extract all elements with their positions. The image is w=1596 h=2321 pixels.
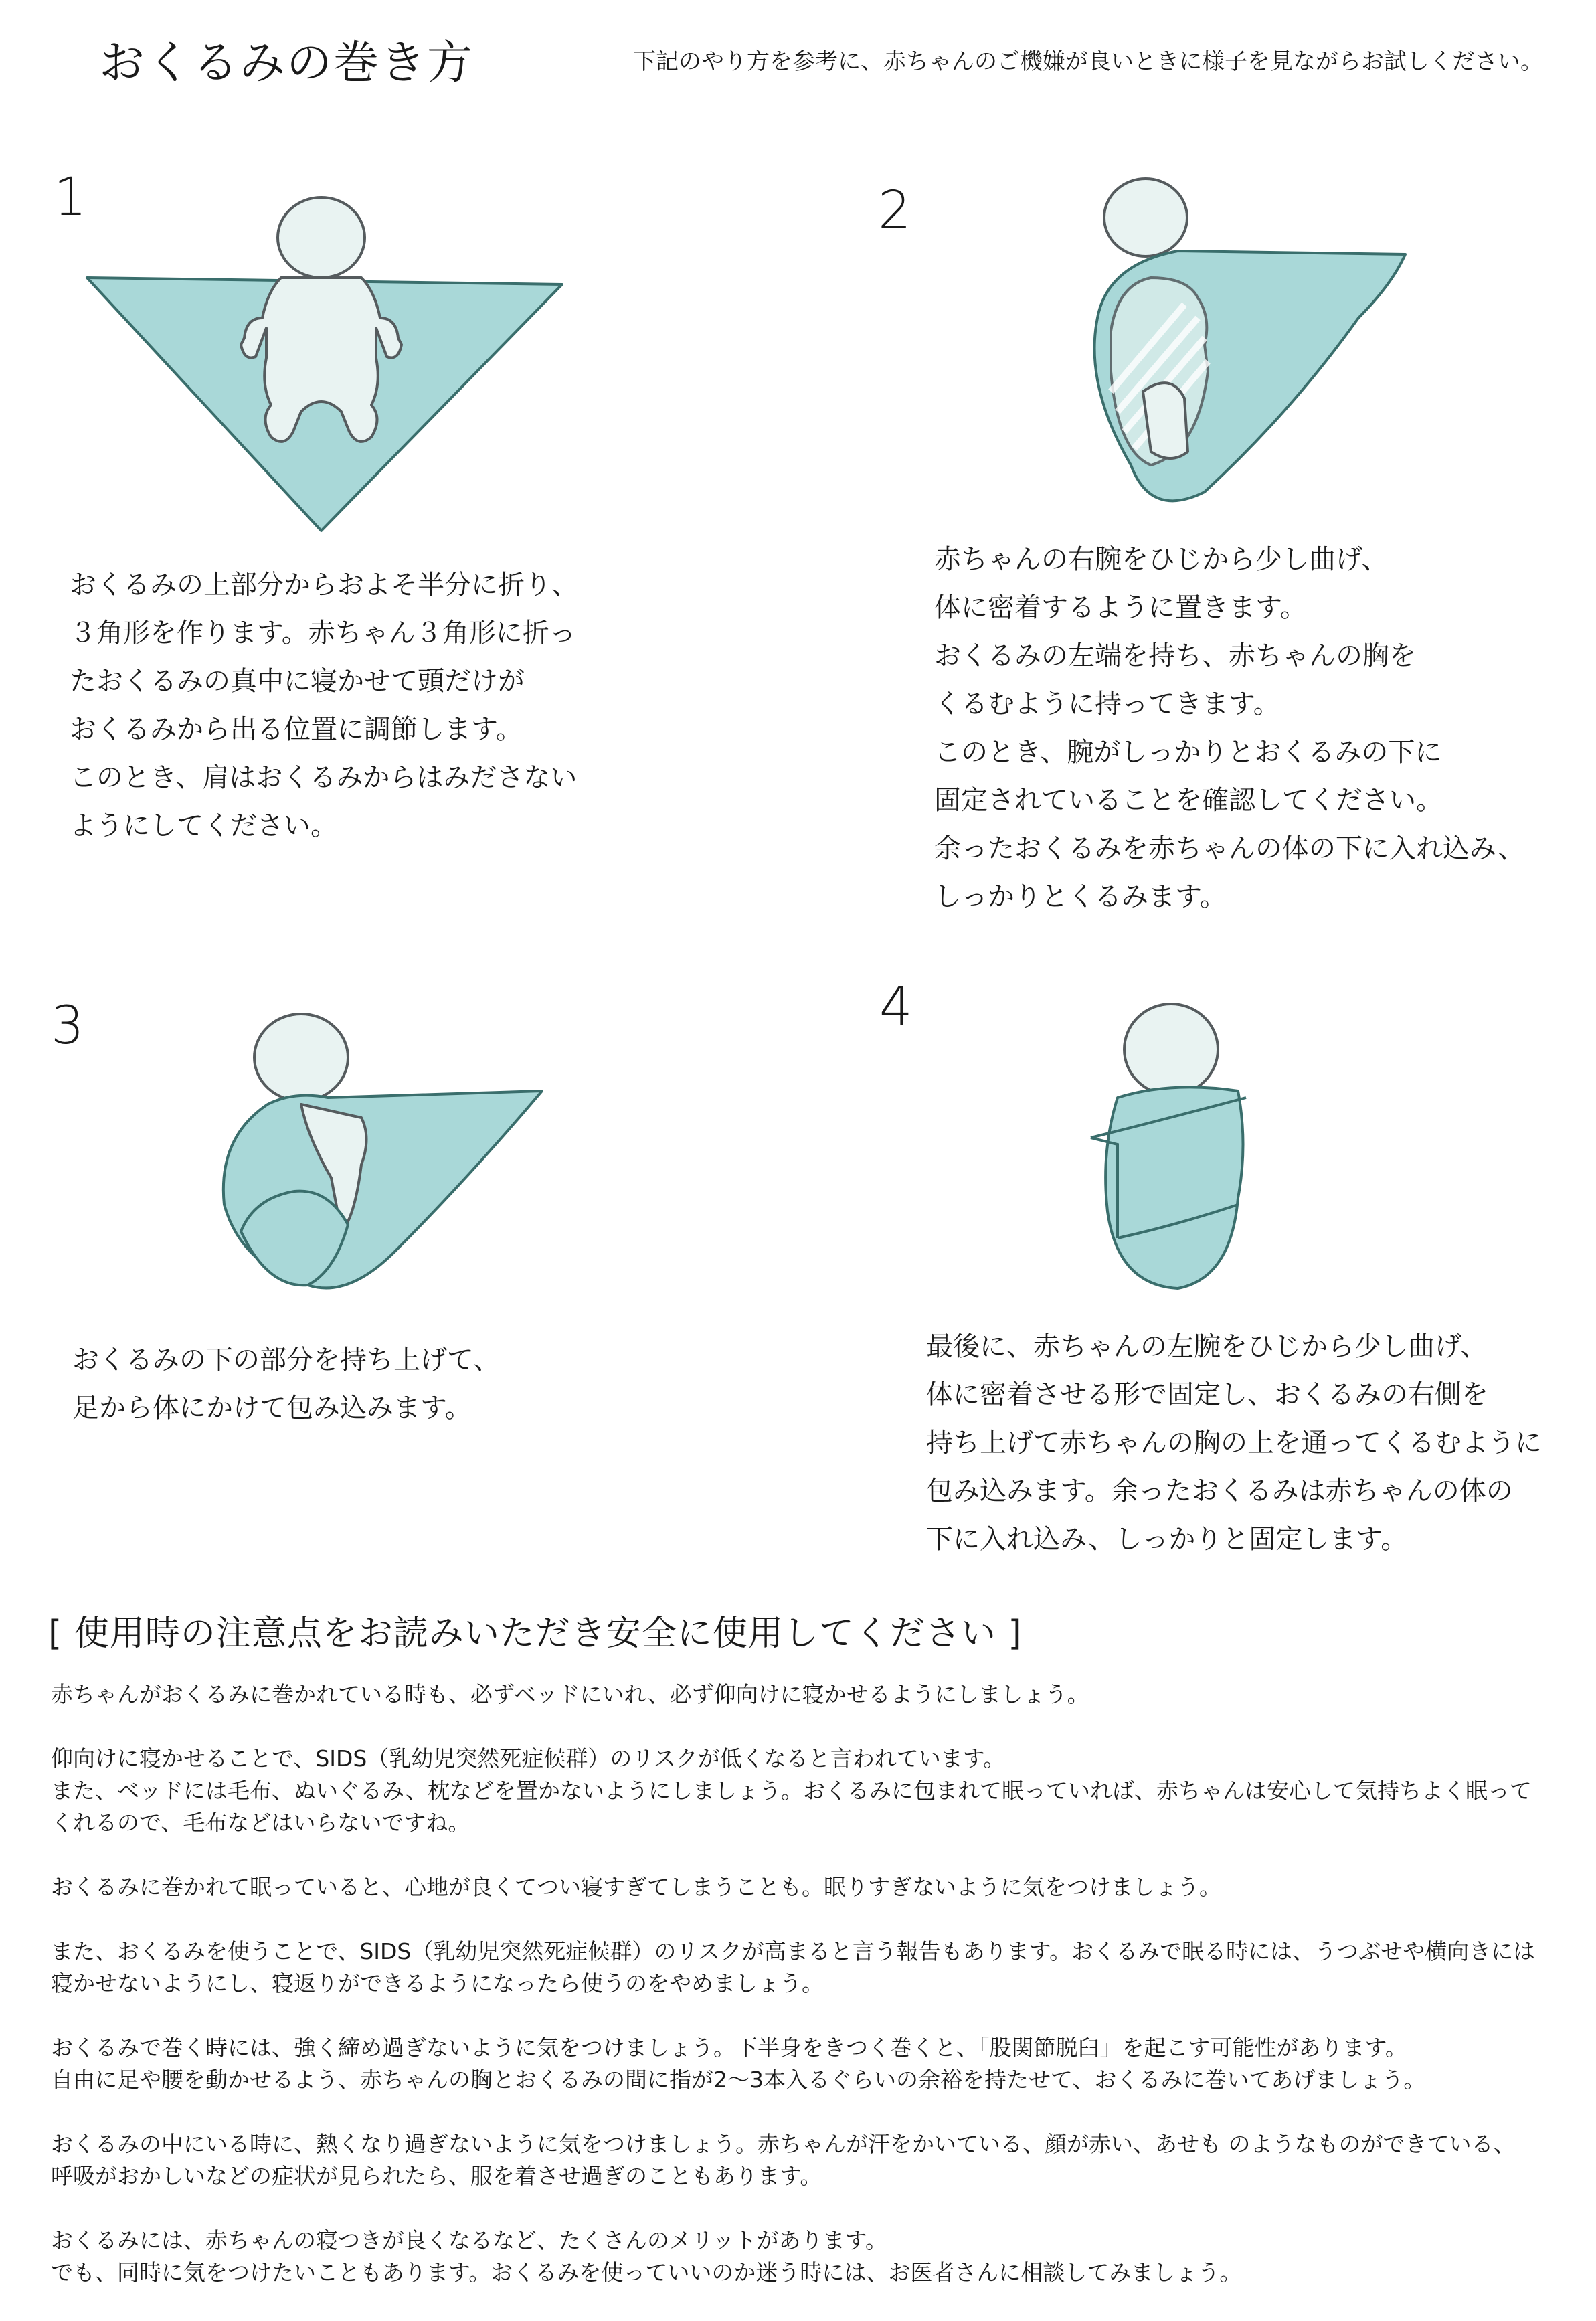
baby-head xyxy=(1124,1004,1218,1095)
notes-body xyxy=(51,1679,1583,2321)
step-3-number: 3 xyxy=(51,996,84,1056)
notes-paragraph: おくるみに巻かれて眠っていると、心地が良くてつい寝すぎてしまうことも。眠りすぎないように気をつけましょう。 xyxy=(51,1874,1221,1900)
baby-head xyxy=(1104,179,1187,256)
notes-heading: [ 使用時の注意点をお読みいただき安全に使用してください ] xyxy=(48,1614,1023,1654)
baby-head xyxy=(254,1014,348,1101)
baby-head xyxy=(278,197,365,278)
step-1-illustration xyxy=(80,184,575,539)
notes-paragraph: 赤ちゃんがおくるみに巻かれている時も、必ずベッドにいれ、必ず仰向けに寝かせるようにしましょう。 xyxy=(51,1681,1089,1707)
step-4-text: 最後に、赤ちゃんの左腕をひじから少し曲げ、 体に密着させる形で固定し、おくるみの右側を 持ち上げて赤ちゃんの胸の上を通ってくるむように 包み込みます。余ったおくるみは赤ちゃんの体の 下に入れ込み、しっかりと固定します。 xyxy=(926,1331,1542,1555)
page-subtitle: 下記のやり方を参考に、赤ちゃんのご機嫌が良いときに様子を見ながらお試しください。 xyxy=(633,48,1543,75)
step-1-number: 1 xyxy=(54,167,87,228)
notes-paragraph: おくるみで巻く時には、強く締め過ぎないように気をつけましょう。下半身をきつく巻くと、「股関節脱臼」を起こす可能性があります。 自由に足や腰を動かせるよう、赤ちゃんの胸とおくるみの間に指が2〜3本入るぐらいの余裕を持たせて、おくるみに巻いてあげましょう。 xyxy=(51,2035,1426,2093)
step-1-text: おくるみの上部分からおよそ半分に折り、 ３角形を作ります。赤ちゃん３角形に折っ たおくるみの真中に寝かせて頭だけが おくるみから出る位置に調節します。 このとき、肩はおくるみからはみださない ようにしてください。 xyxy=(70,570,578,841)
step-2-number: 2 xyxy=(878,181,911,241)
page-title: おくるみの巻き方 xyxy=(99,37,474,90)
step-3-text: おくるみの下の部分を持ち上げて、 足から体にかけて包み込みます。 xyxy=(72,1345,501,1424)
notes-paragraph: おくるみには、赤ちゃんの寝つきが良くなるなど、たくさんのメリットがあります。 でも、同時に気をつけたいこともあります。おくるみを使っていいのか迷う時には、お医者さんに相談してみましょう。 xyxy=(51,2227,1242,2286)
step-4-number: 4 xyxy=(879,977,913,1037)
step-2-illustration xyxy=(1071,171,1419,512)
step-2-text: 赤ちゃんの右腕をひじから少し曲げ、 体に密着するように置きます。 おくるみの左端を持ち、赤ちゃんの胸を くるむように持ってきます。 このとき、腕がしっかりとおくるみの下に 固定されていることを確認してください。 余ったおくるみを赤ちゃんの体の下に入れ込み、 しっかりとくるみます。 xyxy=(934,544,1525,912)
notes-paragraph: また、おくるみを使うことで、SIDS（乳幼児突然死症候群）のリスクが高まると言う報告もあります。おくるみで眠る時には、うつぶせや横向きには 寝かせないようにし、寝返りができるようになったら使うのをやめましょう。 xyxy=(51,1938,1536,1996)
notes-paragraph: おくるみの中にいる時に、熱くなり過ぎないように気をつけましょう。赤ちゃんが汗をかいている、顔が赤い、あせも のようなものができている、 呼吸がおかしいなどの症状が見られたら、服を着させ過ぎのこともあります。 xyxy=(51,2131,1516,2189)
step-3-illustration xyxy=(214,1004,549,1298)
notes-paragraph: 仰向けに寝かせることで、SIDS（乳幼児突然死症候群）のリスクが低くなると言われています。 また、ベッドには毛布、ぬいぐるみ、枕などを置かないようにしましょう。おくるみに包まれて眠っていれば、赤ちゃんは安心して気持ちよく眠って くれるので、毛布などはいらないですね。 xyxy=(51,1745,1532,1836)
step-4-illustration xyxy=(1071,997,1265,1292)
